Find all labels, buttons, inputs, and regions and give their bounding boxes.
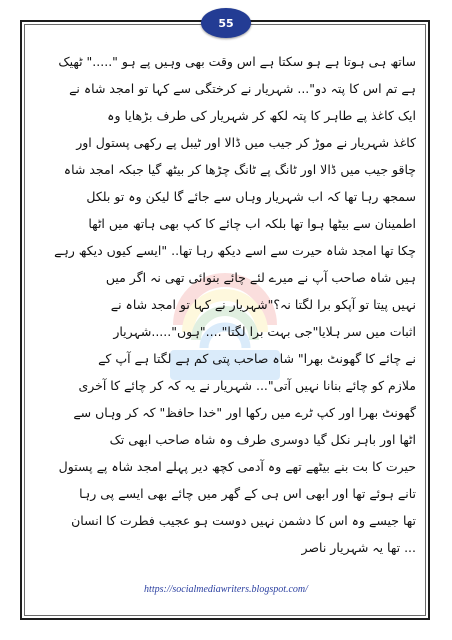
text-line: ہیں شاہ صاحب آپ نے میرے لئے چائے بنوائی تھی نہ اگر میں xyxy=(105,270,416,285)
text-line: چاقو جیب میں ڈالا اور ٹانگ پے ٹانگ چڑھا کر بیٹھ گیا جبکہ امجد شاہ xyxy=(63,162,416,177)
text-line: ملازم کو چائے بنانا نہیں آتی"... شہریار نے یہ کہ کر چائے کا آخری xyxy=(78,378,416,393)
page-number: 55 xyxy=(218,16,234,30)
text-line: ... تھا یہ شہریار ناصر xyxy=(301,540,416,555)
text-line: نہیں پیتا تو آپکو برا لگتا نہ؟"شہریار نے کہا تو امجد شاہ نے xyxy=(110,297,416,312)
text-line: کاغذ شہریار نے موڑ کر جیب میں ڈالا اور ٹیبل پے رکھی پستول اور xyxy=(76,135,416,150)
text-line: اثبات میں سر ہلایا"جی بہت برا لگتا"...."ہوں".....شہریار xyxy=(113,324,416,339)
text-line: تھا جیسے وہ اس کا دشمن نہیں دوست ہو عجیب فطرت کا انسان xyxy=(71,513,416,528)
story-text xyxy=(34,48,416,561)
text-line: اطمینان سے بیٹھا ہوا تھا بلکہ اب چائے کا کپ بھی ہاتھ میں اٹھا xyxy=(88,216,416,231)
page-number-badge xyxy=(201,8,251,38)
text-line: حیرت کا بت بنے بیٹھے تھے وہ آدمی کچھ دیر پہلے امجد شاہ پے پستول xyxy=(58,459,416,474)
text-line: نے چائے کا گھونٹ بھرا" شاہ صاحب پتی کم ہے لگتا ہے آپ کے xyxy=(98,351,416,366)
text-line: اٹھا اور باہر نکل گیا دوسری طرف وہ شاہ صاحب ابھی تک xyxy=(109,432,416,447)
text-line: ساتھ ہی ہوتا ہے ہو سکتا ہے اس وقت بھی وہیں پے ہو "....." ٹھیک xyxy=(58,54,416,69)
text-line: سمجھ رہا تھا کہ اب شہریار وہاں سے جائے گا لیکن وہ تو بلکل xyxy=(86,189,416,204)
text-line: گھونٹ بھرا اور کپ ٹرے میں رکھا اور "خدا حافظ" کہ کر وہاں سے xyxy=(73,405,416,420)
text-line: ہے تم اس کا پتہ دو"... شہریار نے کرختگی سے کہا تو امجد شاہ نے xyxy=(69,81,416,96)
text-line: تانے ہوئے تھا اور ابھی اس ہی کے گھر میں چائے بھی ایسے پی رہا xyxy=(79,486,416,501)
text-line: ایک کاغذ پے طاہر کا پتہ لکھ کر شہریار کی طرف بڑھایا وہ xyxy=(107,108,416,123)
text-line: چکا تھا امجد شاہ حیرت سے اسے دیکھ رہا تھا.. "ایسے کیوں دیکھ رہے xyxy=(54,243,416,258)
footer-url-link[interactable]: https://socialmediawriters.blogspot.com/ xyxy=(144,584,308,595)
